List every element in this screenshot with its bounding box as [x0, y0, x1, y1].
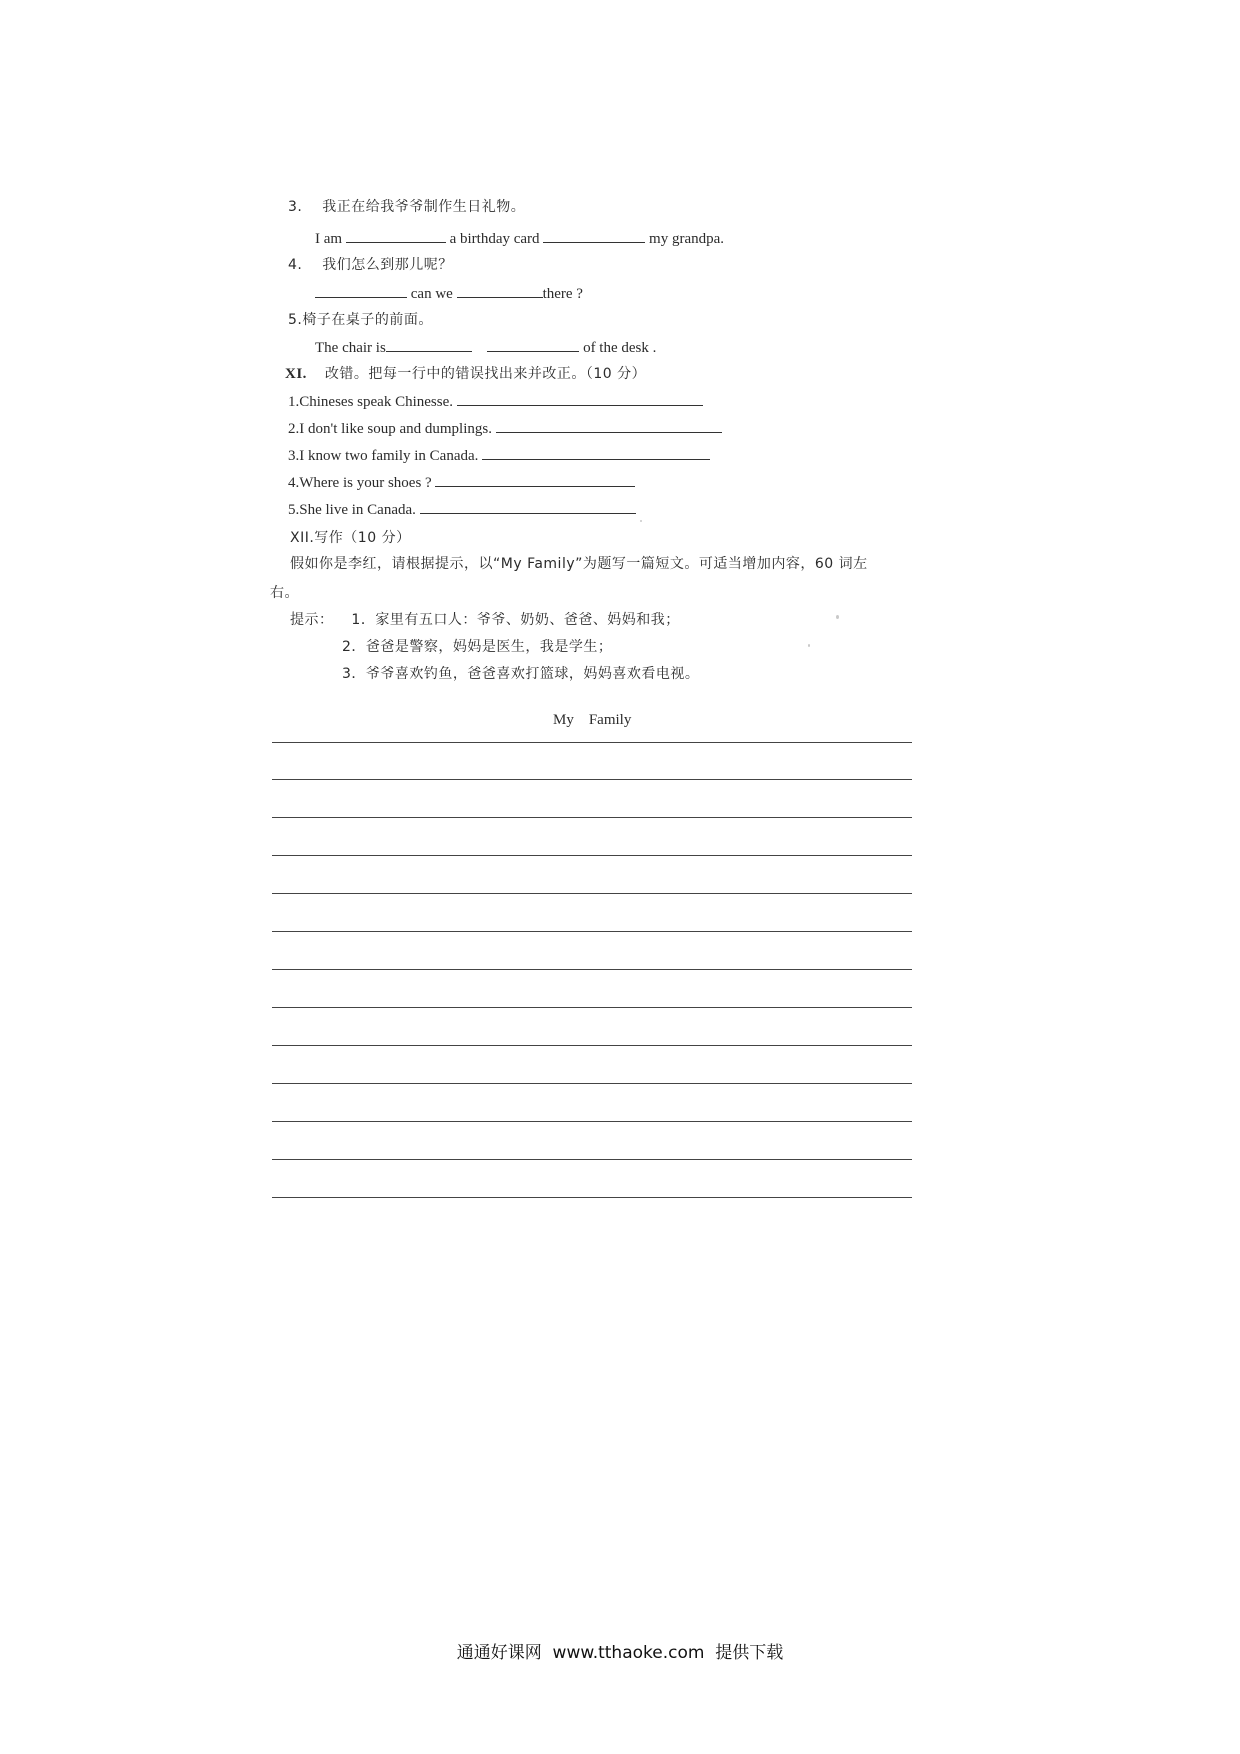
answer-text: The chair is [315, 340, 386, 356]
essay-title [538, 690, 631, 750]
section-numeral: XI. [285, 366, 307, 382]
correction-blank[interactable] [420, 499, 636, 514]
translation-item-5-prompt [288, 310, 433, 330]
writing-line[interactable] [272, 817, 912, 818]
translation-item-4-answer [315, 283, 583, 304]
correction-item-2 [288, 418, 722, 439]
translation-item-3-answer [315, 228, 724, 249]
correction-sentence: 5.She live in Canada. [288, 502, 416, 518]
correction-item-3 [288, 445, 710, 466]
correction-blank[interactable] [457, 391, 703, 406]
translation-item-3-prompt [288, 197, 525, 217]
answer-text: can we [410, 286, 453, 302]
answer-blank[interactable] [346, 228, 446, 243]
item-chinese: 我正在给我爷爷制作生日礼物。 [322, 199, 526, 215]
answer-text: of the desk . [583, 340, 657, 356]
hint-text: 2．爸爸是警察，妈妈是医生，我是学生； [342, 639, 613, 655]
writing-line[interactable] [272, 1159, 912, 1160]
answer-text: there ? [542, 286, 583, 302]
hint-text: 3．爷爷喜欢钓鱼，爸爸喜欢打篮球，妈妈喜欢看电视。 [342, 666, 700, 682]
writing-line[interactable] [272, 855, 912, 856]
item-number: 4. [288, 257, 303, 273]
section-title: XII.写作（10 分） [290, 530, 411, 546]
scan-speck [836, 615, 839, 619]
correction-sentence: 2.I don't like soup and dumplings. [288, 421, 492, 437]
correction-sentence: 1.Chineses speak Chinesse. [288, 394, 453, 410]
writing-line[interactable] [272, 742, 912, 743]
answer-text: my grandpa. [649, 231, 725, 247]
correction-sentence: 4.Where is your shoes ? [288, 475, 432, 491]
section-title: 改错。把每一行中的错误找出来并改正。（10 分） [324, 366, 647, 382]
writing-line[interactable] [272, 1007, 912, 1008]
scan-speck [808, 644, 810, 647]
correction-sentence: 3.I know two family in Canada. [288, 448, 479, 464]
answer-blank[interactable] [386, 337, 472, 352]
translation-item-5-answer [315, 337, 656, 358]
item-number: 5. [288, 312, 303, 328]
correction-item-4 [288, 472, 635, 493]
instruction-text: 右。 [270, 585, 299, 601]
scan-speck [640, 520, 642, 522]
writing-line[interactable] [272, 1083, 912, 1084]
writing-line[interactable] [272, 1197, 912, 1198]
instruction-text: 假如你是李红，请根据提示，以“My Family”为题写一篇短文。可适当增加内容，60 词左 [290, 556, 868, 572]
hint-text: 1．家里有五口人：爷爷、奶奶、爸爸、妈妈和我； [351, 612, 680, 628]
essay-title-text: My Family [553, 712, 632, 728]
correction-item-1 [288, 391, 703, 412]
hint-1 [290, 610, 680, 630]
writing-instruction [290, 554, 868, 574]
correction-item-5 [288, 499, 636, 520]
hint-2 [342, 637, 612, 657]
writing-line[interactable] [272, 969, 912, 970]
writing-line[interactable] [272, 779, 912, 780]
item-chinese: 椅子在桌子的前面。 [302, 312, 433, 328]
correction-blank[interactable] [435, 472, 635, 487]
hint-3 [342, 664, 699, 684]
answer-blank[interactable] [487, 337, 579, 352]
answer-text: I am [315, 231, 343, 247]
answer-text: a birthday card [449, 231, 540, 247]
section-xi-heading [285, 364, 646, 384]
translation-item-4-prompt [288, 255, 453, 275]
hint-label: 提示： [290, 612, 334, 628]
writing-line[interactable] [272, 1121, 912, 1122]
writing-instruction-cont [270, 583, 299, 603]
writing-line[interactable] [272, 893, 912, 894]
footer-credit [0, 1638, 1240, 1663]
answer-blank[interactable] [543, 228, 645, 243]
footer-text: 通通好课网 www.tthaoke.com 提供下载 [456, 1643, 784, 1663]
answer-blank[interactable] [457, 283, 543, 298]
item-number: 3. [288, 199, 303, 215]
writing-line[interactable] [272, 931, 912, 932]
writing-line[interactable] [272, 1045, 912, 1046]
correction-blank[interactable] [496, 418, 722, 433]
answer-blank[interactable] [315, 283, 407, 298]
item-chinese: 我们怎么到那儿呢？ [322, 257, 453, 273]
correction-blank[interactable] [482, 445, 710, 460]
section-xii-heading [290, 528, 411, 548]
